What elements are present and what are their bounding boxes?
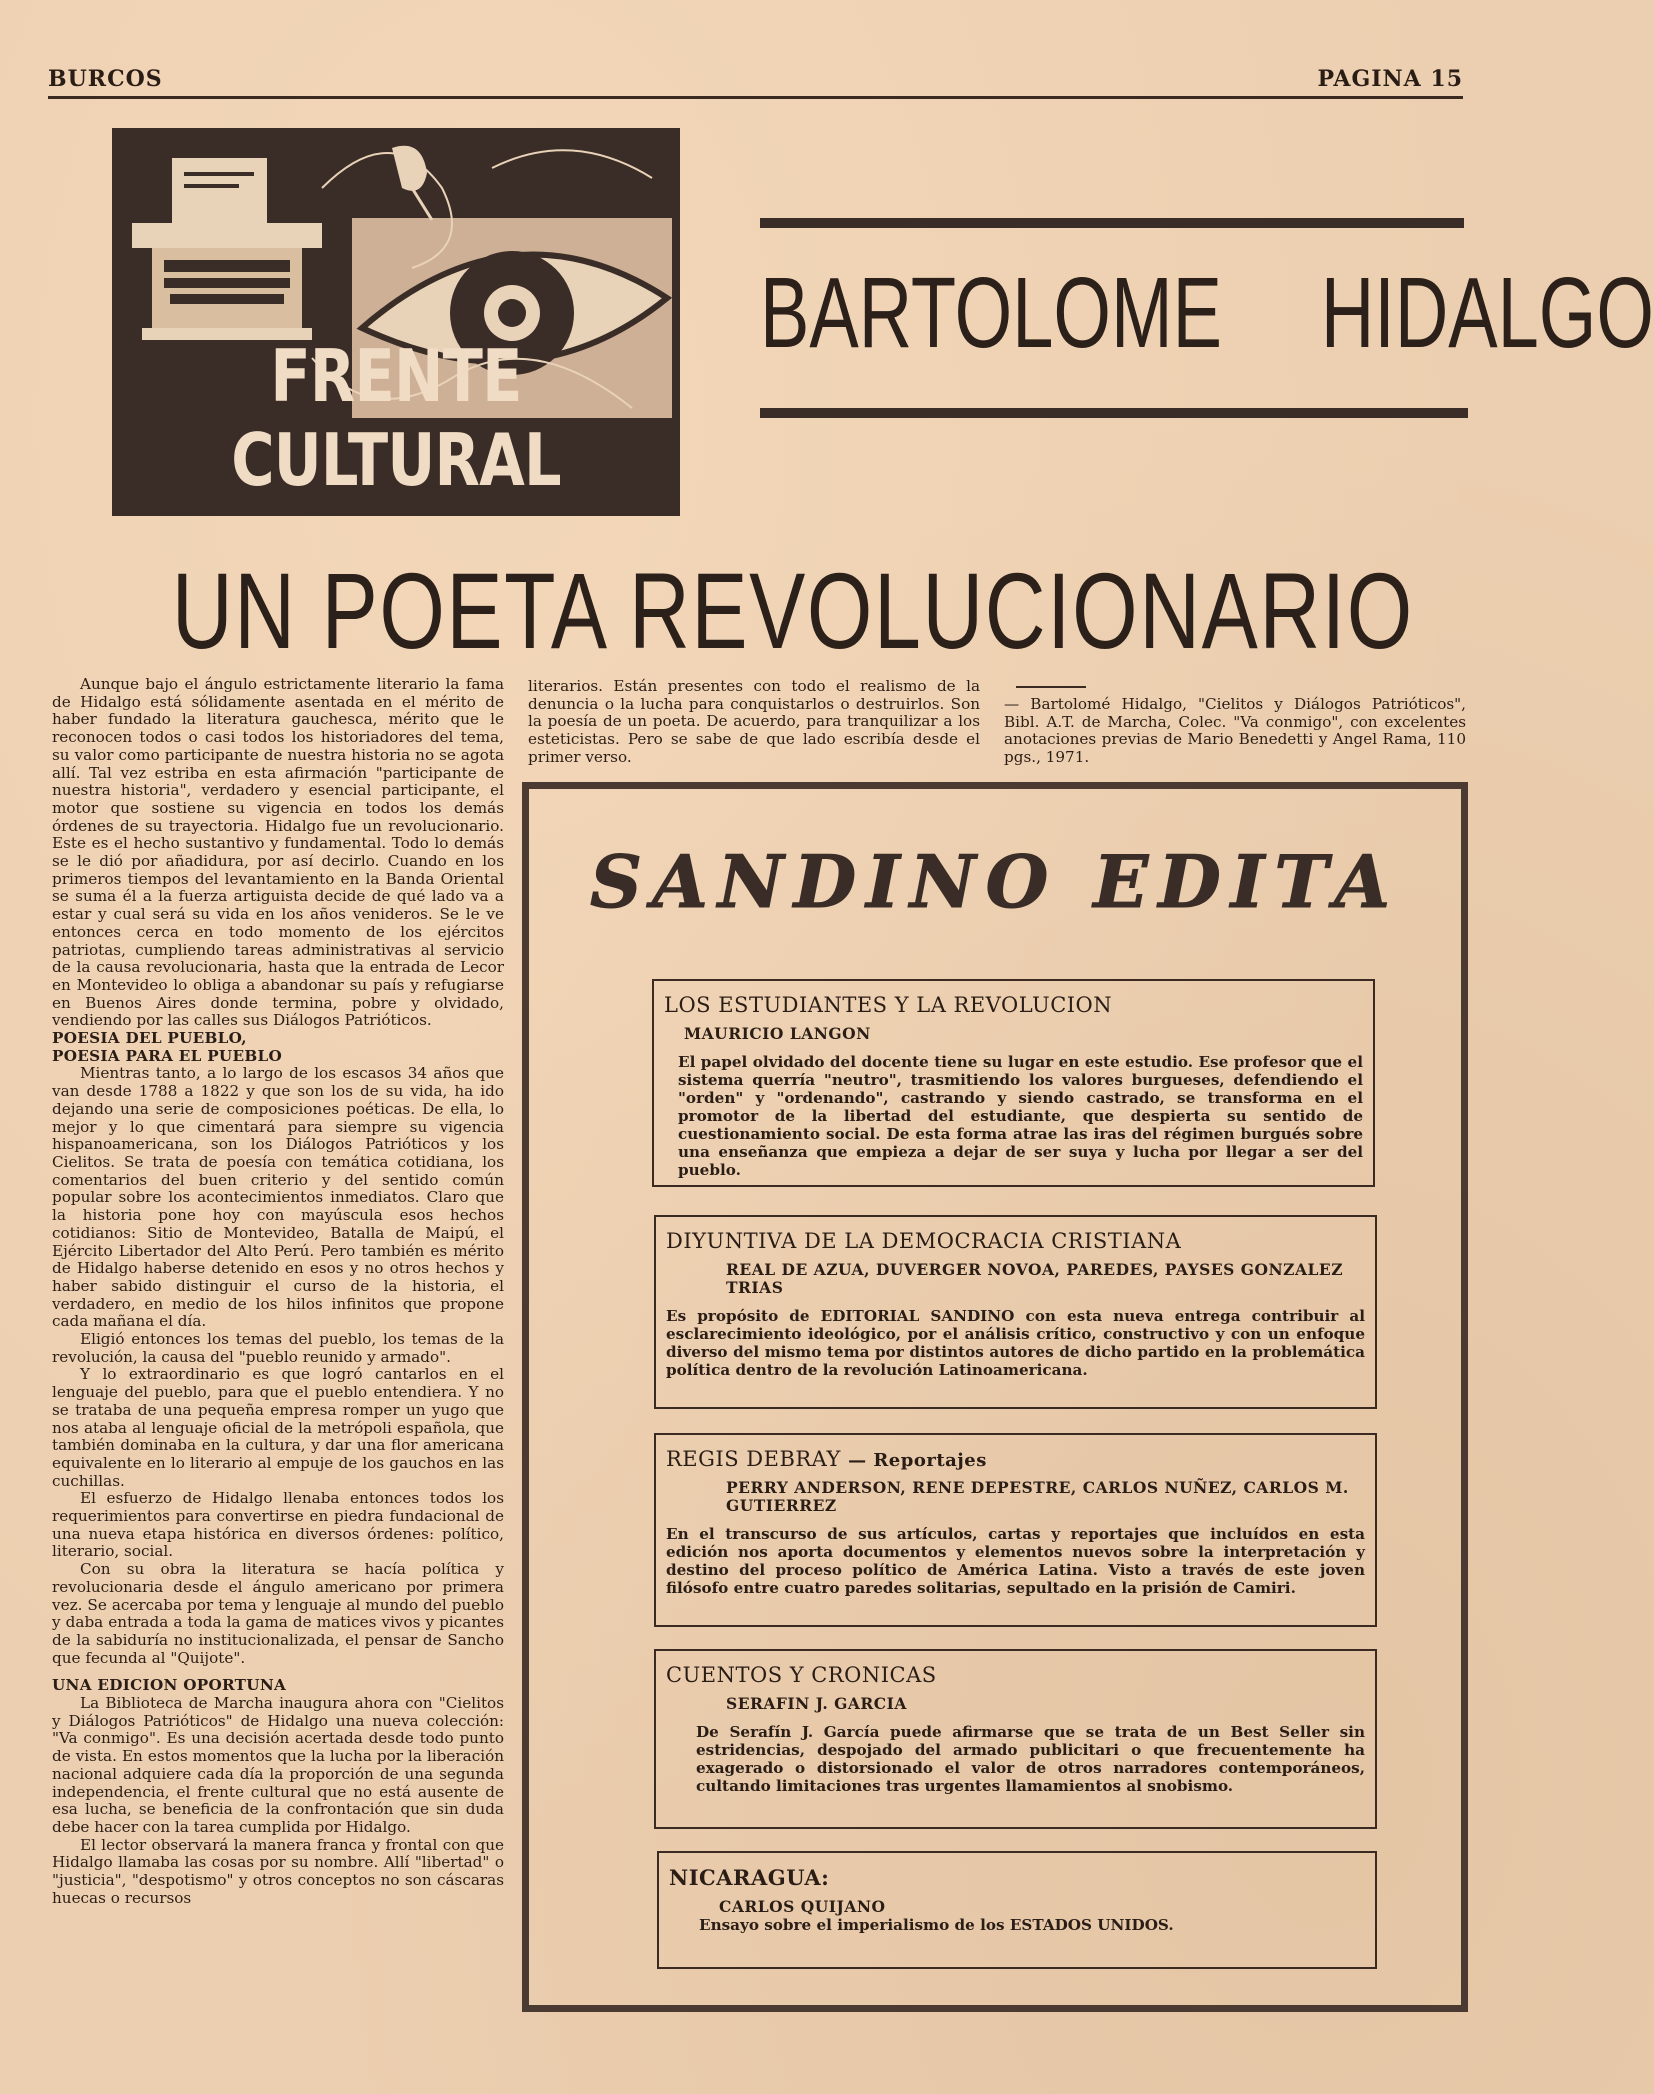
book-description: De Serafín J. García puede afirmarse que se trata de un Best Seller sin estridencias, despojado del armado publicitari o que frecuentemente ha exagerado o distorsionado el valor de otros narradores contemporáneos, cultando limitaciones tras urgentes llamamientos al snobismo. (696, 1723, 1365, 1795)
book-author: REAL DE AZUA, DUVERGER NOVOA, PAREDES, PAYSES GONZALEZ TRIAS (726, 1260, 1344, 1297)
paragraph: El esfuerzo de Hidalgo llenaba entonces todos los requerimientos para convertirse en piedra fundacional de una nueva etapa histórica en diversos órdenes: político, literario, social. (52, 1489, 504, 1561)
paragraph: Mientras tanto, a lo largo de los escasos 34 años que van desde 1788 a 1822 y que son los de su vida, ha ido dejando una serie de composiciones poéticas. De ella, lo mejor y lo que cimentará para siempre su vigencia hispanoamericana, son los Diálogos Patrióticos y los Cielitos. Se trata de poesía con temática cotidiana, los comentarios del buen criterio y del sentido común popular sobre los acontecimientos inmediatos. Claro que la historia pone hoy con mayúscula esos hechos cotidianos: Sitio de Montevideo, Batalla de Maipú, el Ejército Libertador del Alto Perú. Pero también es mérito de Hidalgo haberse detenido en esos y no otros hechos y haber sabido distinguir el curso de la historia, el verdadero, en medio de los hilos infinitos que propone cada mañana el día. (52, 1064, 504, 1331)
book-description: En el transcurso de sus artículos, cartas y reportajes que incluídos en esta edición nos aporta documentos y elementos nuevos sobre la interpretación y destino del proceso político de América Latina. Visto a través de este joven filósofo entre cuatro paredes solitarias, sepultado en la prisión de Camiri. (666, 1525, 1365, 1597)
paragraph: El lector observará la manera franca y frontal con que Hidalgo llamaba las cosas por su nombre. Allí "libertad" o "justicia", "despotismo" y otros conceptos no son cáscaras huecas o recursos (52, 1835, 504, 1907)
footnote-rule (1016, 686, 1086, 688)
paragraph: La Biblioteca de Marcha inaugura ahora con "Cielitos y Diálogos Patrióticos" de Hidalgo una nueva colección: "Va conmigo". Es una decisión acertada desde todo punto de vista. En estos momentos que la lucha por la liberación nacional adquiere cada día la proporción de una segunda independencia, el frente cultural que no está ausente de esa lucha, se beneficia de la confrontación que sin duda debe hacer con la tarea cumplida por Hidalgo. (52, 1694, 504, 1836)
book-author: MAURICIO LANGON (684, 1024, 871, 1043)
paragraph: Eligió entonces los temas del pueblo, los temas de la revolución, la causa del "pueblo reunido y armado". (52, 1330, 504, 1366)
footnote-text: — Bartolomé Hidalgo, "Cielitos y Diálogos Patrióticos", Bibl. A.T. de Marcha, Colec. "Va conmigo", con excelentes anotaciones previas de Mario Benedetti y Angel Rama, 110 pgs., 1971. (1004, 695, 1466, 767)
paragraph: Con su obra la literatura se hacía política y revolucionaria desde el ángulo americano por primera vez. Se acercaba por tema y lenguaje al mundo del pueblo y daba entrada a toda la gama de matices vivos y picantes de la sabiduría no institucionalizada, el pensar de Sancho que fecunda al "Quijote". (52, 1560, 504, 1667)
book-title: REGIS DEBRAY — Reportajes (666, 1447, 987, 1471)
book-title: CUENTOS Y CRONICAS (666, 1663, 937, 1687)
headline-first-name: BARTOLOME (760, 257, 1222, 369)
newspaper-name: BURCOS (48, 66, 163, 92)
top-rule (760, 218, 1464, 228)
footnote (1004, 696, 1466, 767)
book-entry (657, 1851, 1377, 1969)
frente-cultural-logo (112, 128, 680, 516)
masthead (48, 66, 1463, 99)
book-entry (654, 1215, 1377, 1409)
paragraph: Y lo extraordinario es que logró cantarlos en el lenguaje del pueblo, para que el pueblo entendiera. Y no se trataba de una pequeña empresa romper un yugo que nos ataba al lenguaje oficial de la metrópoli española, que también dominaba en la cultura, y dar una flor americana equivalente en lo literario al empuje de los gauchos en las cuchillas. (52, 1365, 504, 1490)
ad-title: SANDINO EDITA (590, 839, 1400, 924)
subheading: POESIA PARA EL PUEBLO (52, 1046, 282, 1065)
paragraph: literarios. Están presentes con todo el realismo de la denuncia o la lucha para conquistarlos o destruirlos. Son la poesía de un poeta. De acuerdo, para tranquilizar a los esteticistas. Pero se sabe de que lado escribía desde el primer verso. (528, 677, 980, 766)
page-number: PAGINA 15 (1317, 66, 1463, 92)
article-column-2 (528, 678, 980, 767)
book-title: DIYUNTIVA DE LA DEMOCRACIA CRISTIANA (666, 1229, 1182, 1253)
book-title-note: — Reportajes (848, 1450, 987, 1471)
article-title: UN POETA REVOLUCIONARIO (171, 550, 1414, 671)
sandino-edita-ad (522, 782, 1468, 2012)
bottom-rule (760, 408, 1468, 418)
article-column-1 (52, 676, 504, 1908)
book-entry (652, 979, 1375, 1187)
book-description: Es propósito de EDITORIAL SANDINO con esta nueva entrega contribuir al esclarecimiento ideológico, por el análisis crítico, constructivo y con un enfoque diverso del mismo tema por distintos autores de dicho partido en la problemática política dentro de la revolución Latinoamericana. (666, 1307, 1365, 1379)
book-title: NICARAGUA: (669, 1865, 830, 1890)
book-entry (654, 1649, 1377, 1829)
subheading: UNA EDICION OPORTUNA (52, 1676, 287, 1695)
paragraph: Aunque bajo el ángulo estrictamente literario la fama de Hidalgo está sólidamente asentada en el mérito de haber fundado la literatura gauchesca, mérito que le reconocen todos o casi todos los historiadores del tema, su valor como participante de nuestra historia no se agota allí. Tal vez estriba en esta afirmación "participante de nuestra historia", verdadero y esencial participante, el motor que sostiene su vigencia en todos los demás órdenes de su trayectoria. Hidalgo fue un revolucionario. Este es el hecho sustantivo y fundamental. Todo lo demás se le dió por añadidura, por así decirlo. Cuando en los primeros tiempos del levantamiento en la Banda Oriental se suma él a la fuerza artiguista decide de qué lado va a estar y cual será su vida en los años venideros. Se le ve entonces cerca en todo momento de los ejércitos patriotas, cumpliendo tareas administrativas al servicio de la causa revolucionaria, hasta que la entrada de Lecor en Montevideo lo obliga a abandonar su país y refugiarse en Buenos Aires donde termina, pobre y olvidado, vendiendo por las calles sus Diálogos Patrióticos. (52, 675, 504, 1030)
subheading: POESIA DEL PUEBLO, (52, 1029, 247, 1048)
book-entry (654, 1433, 1377, 1627)
book-author: CARLOS QUIJANO (719, 1897, 886, 1916)
book-title: LOS ESTUDIANTES Y LA REVOLUCION (664, 993, 1113, 1017)
book-description: El papel olvidado del docente tiene su lugar en este estudio. Ese profesor que el sistema querría "neutro", trasmitiendo los valores burgueses, defendiendo el "orden" y "ordenando", castrando y siendo castrado, se transforma en el promotor de la libertad del estudiante, que despierta su sentido de cuestionamiento social. De esta forma atrae las iras del régimen burgués sobre una enseñanza que empieza a dejar de ser suya y lucha por llegar a ser del pueblo. (678, 1053, 1363, 1179)
headline-last-name: HIDALGO (1320, 257, 1654, 369)
book-description: Ensayo sobre el imperialismo de los ESTADOS UNIDOS. (699, 1916, 1174, 1934)
logo-label: FRENTE CULTURAL (231, 334, 561, 502)
book-author: PERRY ANDERSON, RENE DEPESTRE, CARLOS NUÑEZ, CARLOS M. GUTIERREZ (726, 1478, 1349, 1515)
book-author: SERAFIN J. GARCIA (726, 1694, 907, 1713)
article-name-headline (760, 256, 1654, 376)
